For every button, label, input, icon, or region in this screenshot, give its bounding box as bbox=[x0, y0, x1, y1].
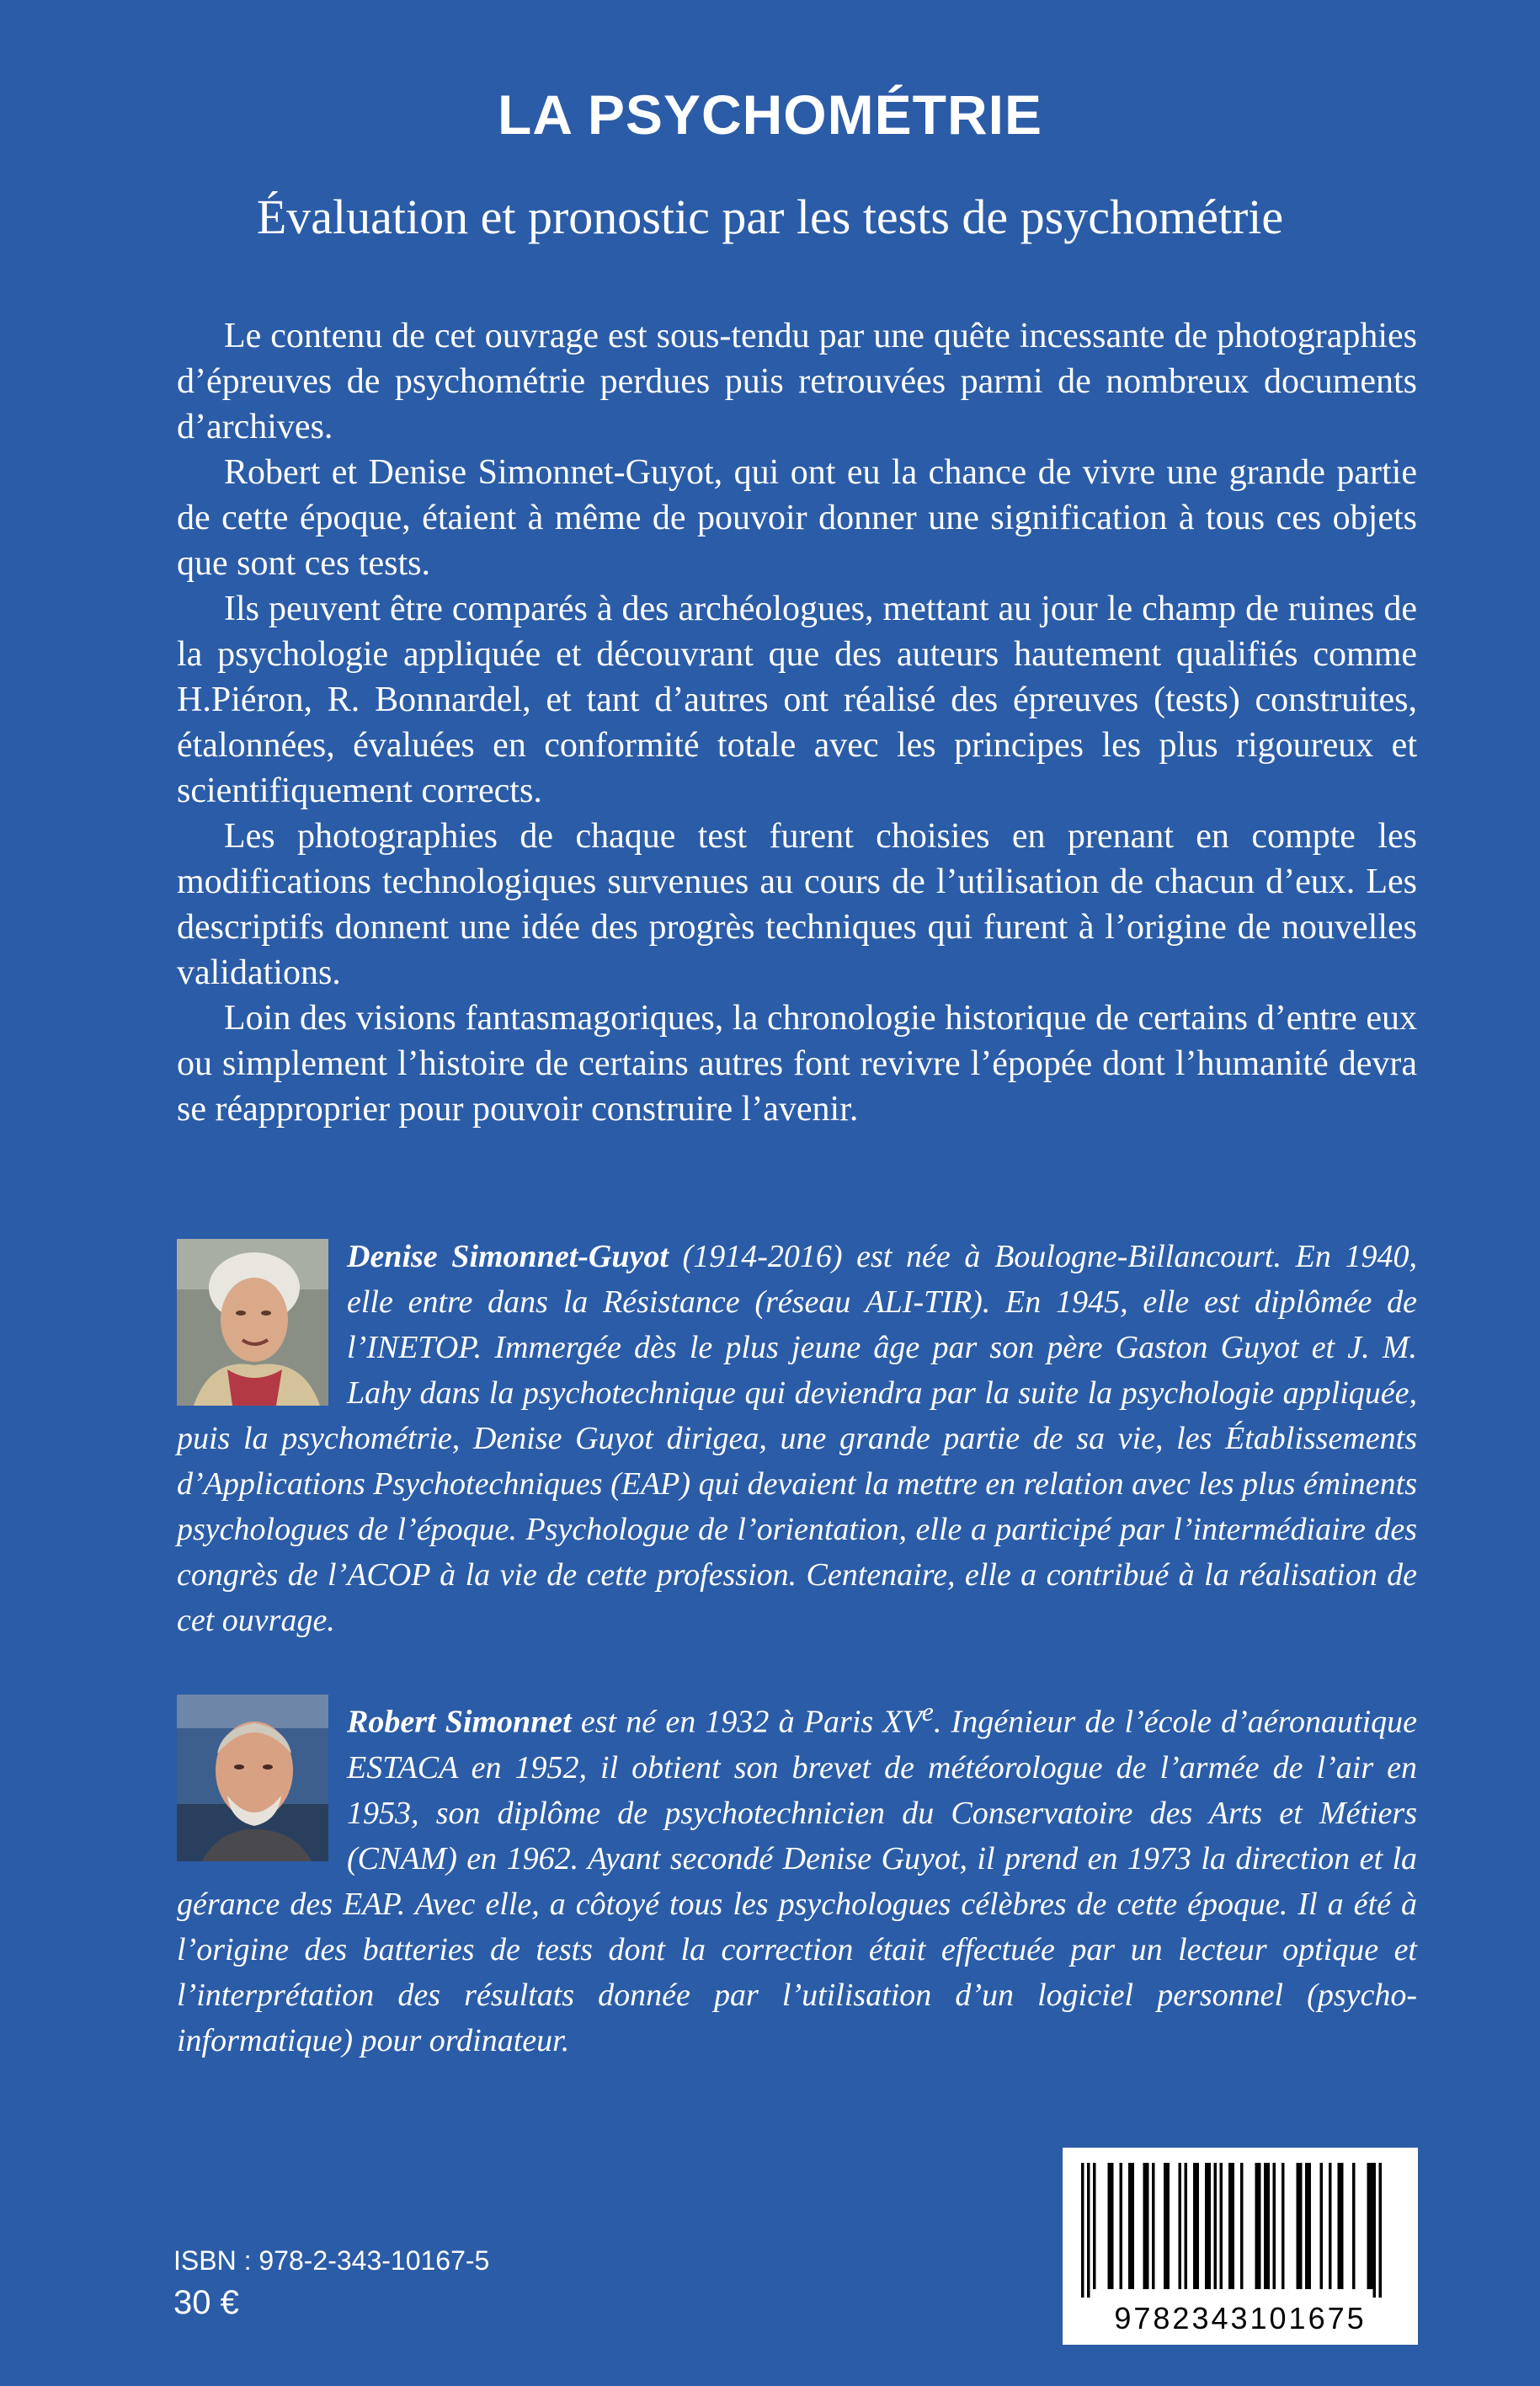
summary-paragraph: Loin des visions fantasmagoriques, la chronologie historique de certains d’entre eux ou simplement l’histoire de certains autres font revivre l’épopée dont l’humanité devra se réapproprier pour pouvoir construire l’avenir. bbox=[177, 999, 1417, 1129]
author-name-denise: Denise Simonnet-Guyot bbox=[347, 1239, 669, 1274]
barcode bbox=[1063, 2148, 1418, 2345]
barcode-number: 9782343101675 bbox=[1114, 2301, 1367, 2335]
summary-paragraph: Le contenu de cet ouvrage est sous-tendu par une quête incessante de photographies d’épreuves de psychométrie perdues puis retrouvées parmi de nombreux documents d’archives. bbox=[177, 317, 1417, 446]
barcode-bars bbox=[1081, 2163, 1399, 2298]
price: 30 € bbox=[173, 2284, 239, 2321]
book-summary bbox=[177, 313, 1417, 1132]
summary-paragraph: Ils peuvent être comparés à des archéologues, mettant au jour le champ de ruines de la psychologie appliquée et découvrant que des auteurs hautement qualifiés comme H.Piéron, R. Bonnardel, et tant d’autres ont réalisé des épreuves (tests) construites, étalonnées, évaluées en conformité totale avec les principes les plus rigoureux et scientifiquement corrects. bbox=[177, 590, 1417, 810]
summary-paragraph: Les photographies de chaque test furent choisies en prenant en compte les modifications technologiques survenues au cours de l’utilisation de chacun d’eux. Les descriptifs donnent une idée des progrès techniques qui furent à l’origine de nouvelles validations. bbox=[177, 817, 1417, 992]
author-bio-text-robert: . Ingénieur de l’école d’aéronautique ESTACA en 1952, il obtient son brevet de météorologue de l’armée de l’air en 1953, son diplôme de psychotechnicien du Conservatoire des Arts et Métiers (CNAM) en 1962. Ayant secondé Denise Guyot, il prend en 1973 la direction et la gérance des EAP. Avec elle, a côtoyé tous les psychologues célèbres de cette époque. Il a été à l’origine des batteries de tests dont la correction était effectuée par un lecteur optique et l’interprétation des résultats donnée par l’utilisation d’un logiciel personnel (psycho-informatique) pour ordinateur. bbox=[177, 1704, 1417, 2058]
author-bio-robert bbox=[177, 1689, 1417, 2063]
book-subtitle: Évaluation et pronostic par les tests de psychométrie bbox=[256, 189, 1284, 244]
author-photo-denise bbox=[177, 1239, 328, 1406]
author-photo-robert bbox=[177, 1695, 328, 1861]
author-bio-denise bbox=[177, 1234, 1417, 1643]
author-name-robert: Robert Simonnet bbox=[347, 1704, 572, 1740]
isbn: ISBN : 978-2-343-10167-5 bbox=[173, 2245, 490, 2276]
book-title: LA PSYCHOMÉTRIE bbox=[498, 83, 1042, 146]
author-bio-text-denise: (1914-2016) est née à Boulogne-Billancourt. En 1940, elle entre dans la Résistance (réseau ALI-TIR). En 1945, elle est diplômée de l’INETOP. Immergée dès le plus jeune âge par son père Gaston Guyot et J. M. Lahy dans la psychotechnique qui deviendra par la suite la psychologie appliquée, puis la psychométrie, Denise Guyot dirigea, une grande partie de sa vie, les Établissements d’Applications Psychotechniques (EAP) qui devaient la mettre en relation avec les plus éminents psychologues de l’époque. Psychologue de l’orientation, elle a participé par l’intermédiaire des congrès de l’ACOP à la vie de cette profession. Centenaire, elle a contribué à la réalisation de cet ouvrage. bbox=[177, 1239, 1417, 1638]
author-bio-sup-robert: e bbox=[921, 1697, 934, 1727]
summary-paragraph: Robert et Denise Simonnet-Guyot, qui ont eu la chance de vivre une grande partie de cette époque, étaient à même de pouvoir donner une signification à tous ces objets que sont ces tests. bbox=[177, 453, 1417, 583]
author-bio-start-robert: est né en 1932 à Paris XV bbox=[571, 1704, 922, 1740]
